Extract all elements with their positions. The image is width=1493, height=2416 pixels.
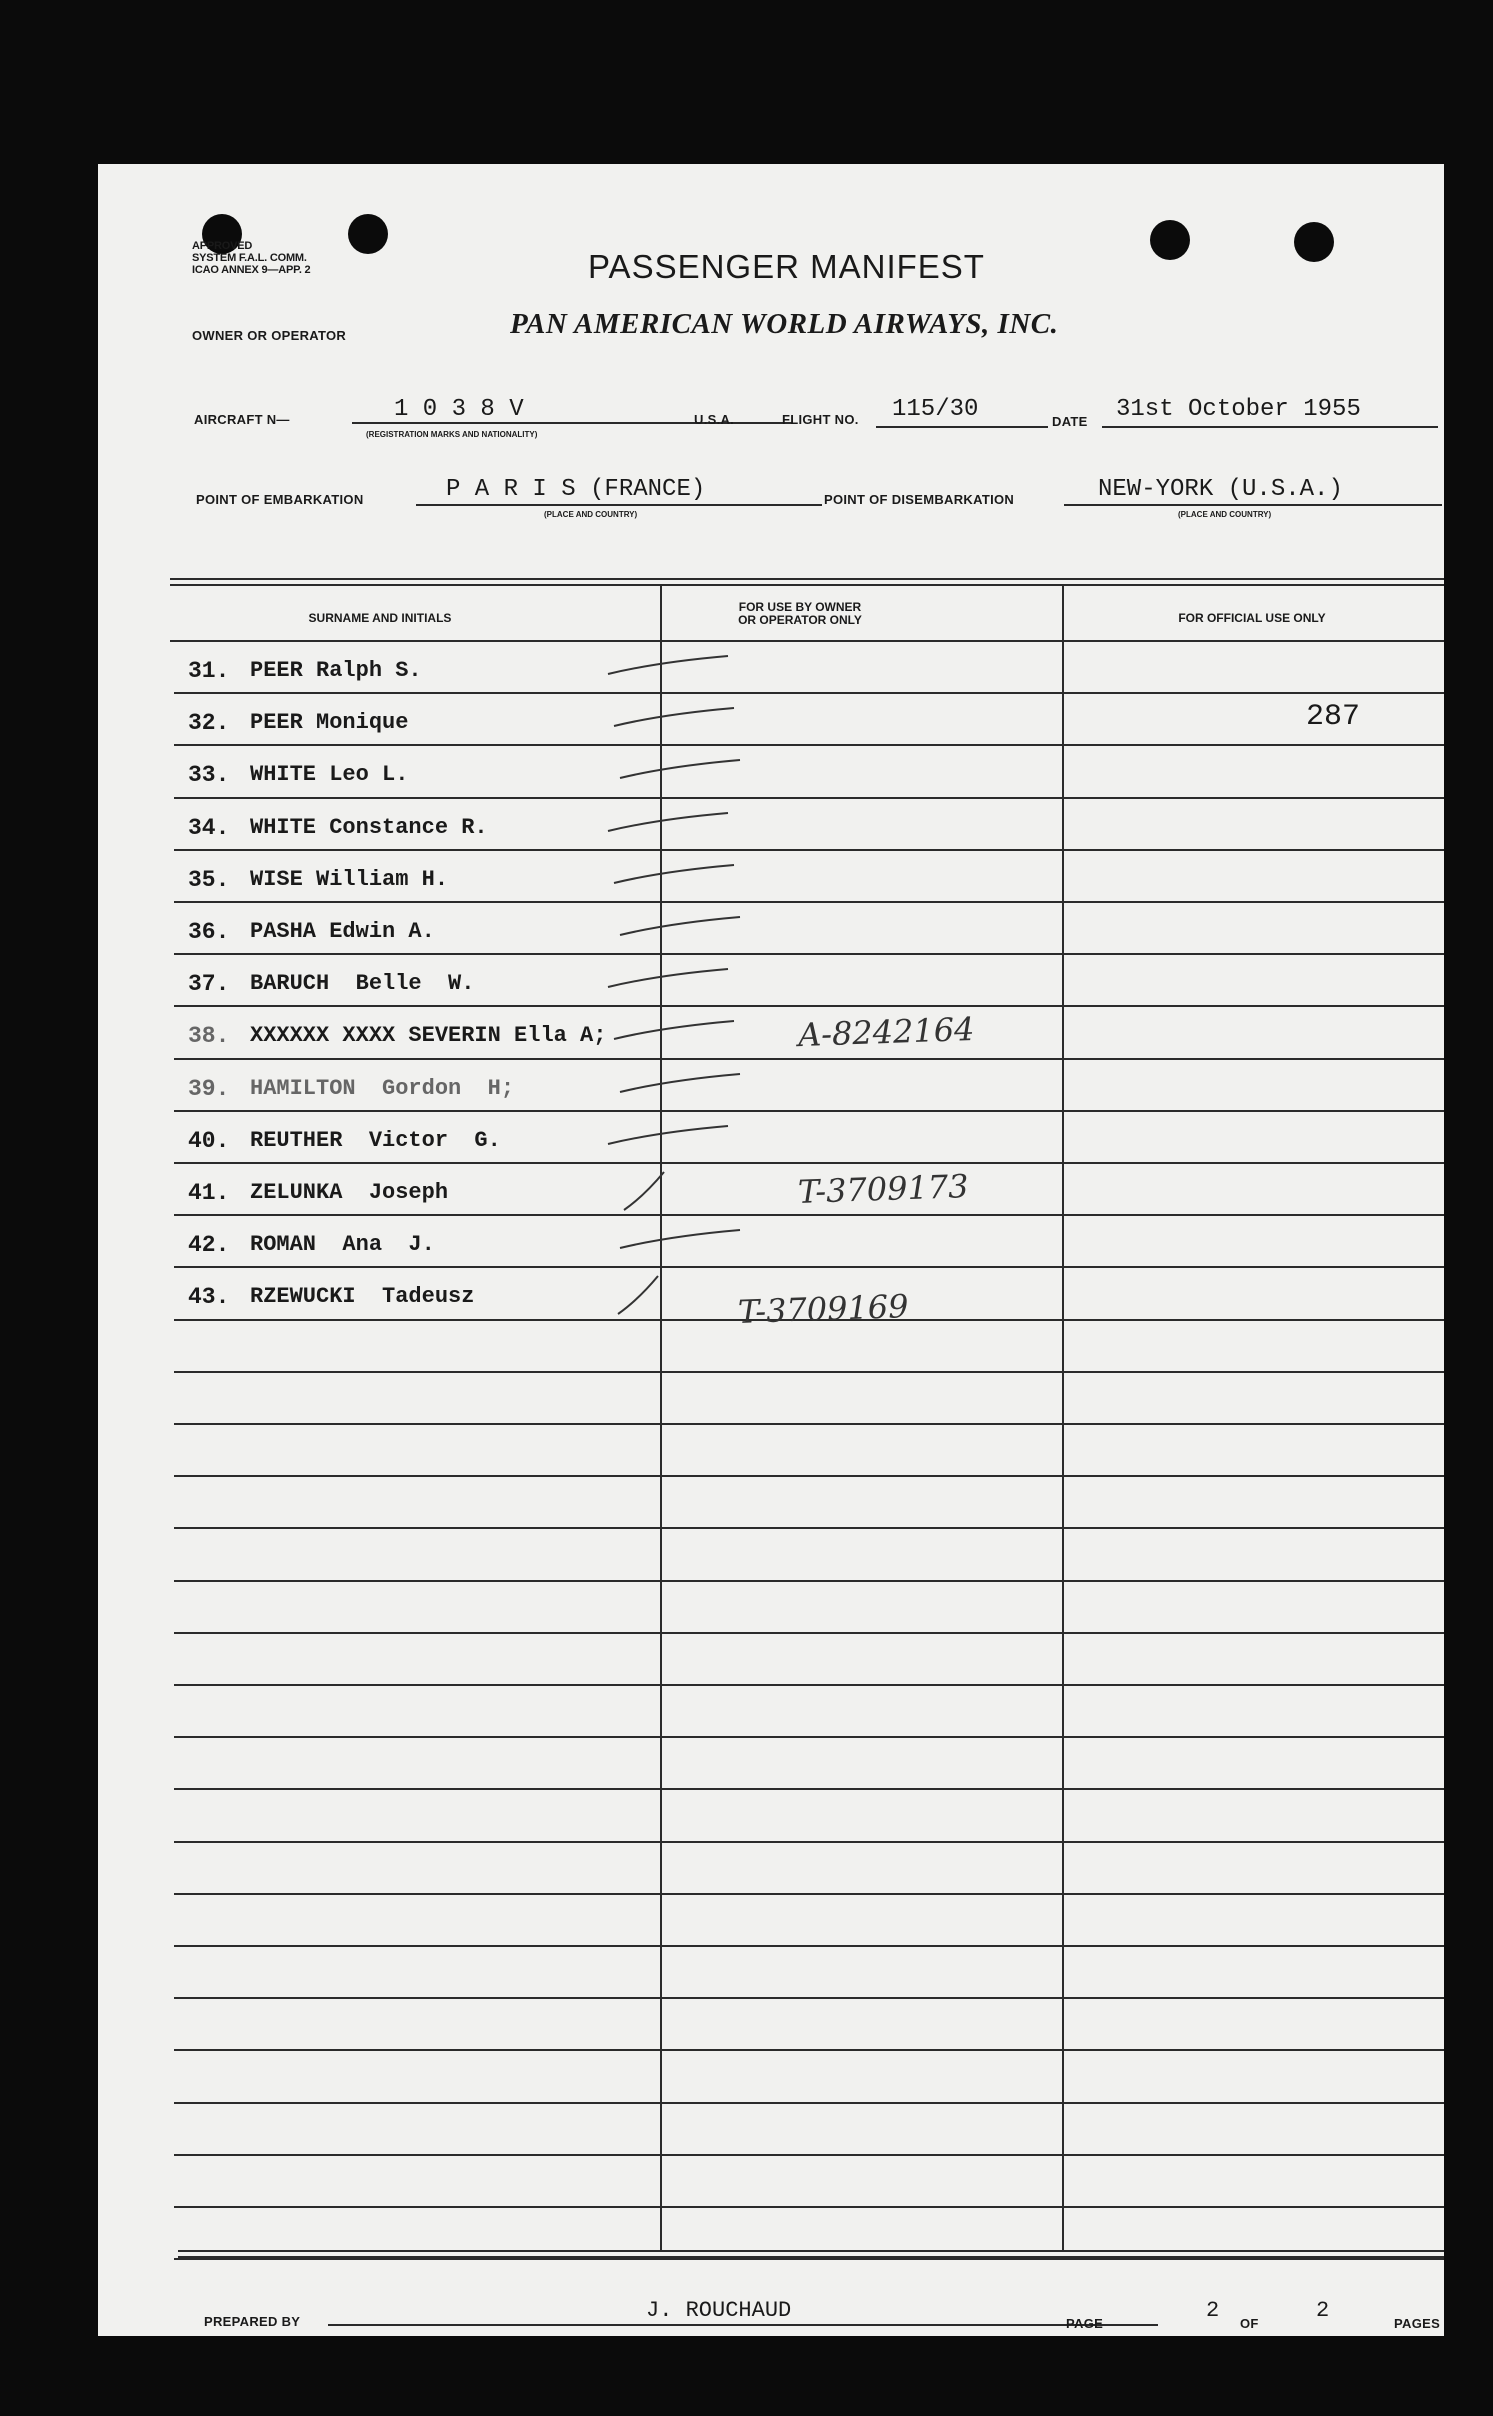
row-rule xyxy=(174,1005,1444,1007)
passenger-name: WISE William H. xyxy=(250,866,449,892)
column-divider xyxy=(1062,584,1064,2250)
country-label: U.S.A. xyxy=(694,412,735,427)
passenger-number: 41. xyxy=(188,1180,230,1206)
passenger-number: 42. xyxy=(188,1232,230,1259)
passenger-name: PASHA Edwin A. xyxy=(250,919,435,944)
column-header-surname: SURNAME AND INITIALS xyxy=(308,611,452,625)
check-mark-icon xyxy=(610,1218,750,1268)
punch-hole xyxy=(1294,222,1334,262)
passenger-number: 36. xyxy=(188,919,230,945)
passenger-number: 34. xyxy=(188,814,230,841)
row-rule xyxy=(174,2258,1444,2260)
document-number-note: T-3709173 xyxy=(797,1167,970,1211)
document-number-note: A-8242164 xyxy=(797,1010,976,1055)
row-rule xyxy=(174,1423,1444,1425)
row-rule xyxy=(174,1475,1444,1477)
aircraft-note: (REGISTRATION MARKS AND NATIONALITY) xyxy=(366,430,538,439)
passenger-number: 39. xyxy=(188,1075,230,1102)
flight-value: 115/30 xyxy=(892,396,979,423)
page-label: PAGE xyxy=(1066,2316,1104,2331)
check-mark-icon xyxy=(604,696,744,746)
row-rule xyxy=(174,953,1444,955)
row-rule xyxy=(174,1841,1444,1843)
row-rule xyxy=(174,1162,1444,1164)
column-header-operator: FOR USE BY OWNER OR OPERATOR ONLY xyxy=(738,600,862,627)
passenger-name: PEER Ralph S. xyxy=(250,658,422,683)
pages-label: PAGES xyxy=(1394,2316,1441,2331)
total-pages: 2 xyxy=(1316,2298,1330,2323)
passenger-number: 32. xyxy=(188,710,230,737)
date-label: DATE xyxy=(1052,414,1088,429)
row-rule xyxy=(174,2049,1444,2051)
passenger-name: HAMILTON Gordon H; xyxy=(250,1075,515,1101)
punch-hole xyxy=(348,214,388,254)
date-underline xyxy=(1102,426,1438,428)
check-mark-icon xyxy=(598,644,738,694)
passenger-number: 31. xyxy=(188,658,230,684)
table-bottom-rule xyxy=(178,2250,1444,2252)
passenger-name: PEER Monique xyxy=(250,710,409,736)
prepared-underline xyxy=(328,2324,1158,2326)
row-rule xyxy=(174,692,1444,694)
prepared-label: PREPARED BY xyxy=(204,2314,301,2329)
check-mark-icon xyxy=(604,853,744,903)
row-rule xyxy=(174,2154,1444,2156)
row-rule xyxy=(174,1266,1444,1268)
row-rule xyxy=(174,1371,1444,1373)
passenger-number: 33. xyxy=(188,762,230,789)
table-top-rule xyxy=(170,584,1444,586)
passenger-name: BARUCH Belle W. xyxy=(250,971,475,997)
disembark-underline xyxy=(1064,504,1442,506)
row-rule xyxy=(174,901,1444,903)
row-rule xyxy=(174,1736,1444,1738)
row-rule xyxy=(174,849,1444,851)
row-rule xyxy=(174,1527,1444,1529)
table-header-rule xyxy=(170,640,1444,642)
embark-note: (PLACE AND COUNTRY) xyxy=(544,510,638,519)
check-mark-icon xyxy=(598,801,738,851)
owner-label: OWNER OR OPERATOR xyxy=(192,328,347,343)
prepared-by: J. ROUCHAUD xyxy=(646,2298,792,2323)
passenger-number: 38. xyxy=(188,1023,230,1050)
approval-note: APPROVED SYSTEM F.A.L. COMM. ICAO ANNEX 9—APP. 2 xyxy=(192,240,311,276)
row-rule xyxy=(174,1632,1444,1634)
punch-hole xyxy=(1150,220,1190,260)
row-rule xyxy=(174,2102,1444,2104)
embark-value: P A R I S (FRANCE) xyxy=(446,476,706,503)
passenger-number: 40. xyxy=(188,1127,230,1154)
page-number: 2 xyxy=(1206,2298,1220,2323)
passenger-name: ROMAN Ana J. xyxy=(250,1232,435,1258)
official-number: 287 xyxy=(1306,700,1361,734)
row-rule xyxy=(174,1580,1444,1582)
passenger-name: WHITE Leo L. xyxy=(250,762,409,788)
flight-label: FLIGHT NO. xyxy=(782,412,859,427)
disembark-value: NEW-YORK (U.S.A.) xyxy=(1098,476,1343,503)
flight-underline xyxy=(876,426,1048,428)
passenger-name: REUTHER Victor G. xyxy=(250,1127,501,1153)
row-rule xyxy=(174,1997,1444,1999)
passenger-number: 43. xyxy=(188,1284,230,1311)
disembark-label: POINT OF DISEMBARKATION xyxy=(824,492,1015,507)
table-bottom-rule xyxy=(178,2256,1444,2258)
row-rule xyxy=(174,1214,1444,1216)
row-rule xyxy=(174,1684,1444,1686)
manifest-sheet xyxy=(98,164,1444,2336)
date-value: 31st October 1955 xyxy=(1116,396,1361,423)
passenger-name: XXXXXX XXXX SEVERIN Ella A; xyxy=(250,1023,607,1049)
column-header-official: FOR OFFICIAL USE ONLY xyxy=(1178,611,1326,625)
check-mark-icon xyxy=(598,957,738,1007)
check-mark-icon xyxy=(610,905,750,955)
passenger-number: 37. xyxy=(188,971,230,998)
passenger-number: 35. xyxy=(188,866,230,893)
row-rule xyxy=(174,2206,1444,2208)
aircraft-value: 1 0 3 8 V xyxy=(394,396,524,423)
passenger-name: RZEWUCKI Tadeusz xyxy=(250,1284,475,1310)
disembark-note: (PLACE AND COUNTRY) xyxy=(1178,510,1272,519)
row-rule xyxy=(174,1110,1444,1112)
of-label: OF xyxy=(1240,2316,1259,2331)
table-top-rule xyxy=(170,578,1444,580)
page-title: PASSENGER MANIFEST xyxy=(588,248,985,285)
aircraft-label: AIRCRAFT N— xyxy=(194,412,290,427)
check-mark-icon xyxy=(604,1166,744,1216)
operator-name: PAN AMERICAN WORLD AIRWAYS, INC. xyxy=(510,308,1059,340)
check-mark-icon xyxy=(598,1270,738,1320)
row-rule xyxy=(174,1058,1444,1060)
row-rule xyxy=(174,1945,1444,1947)
check-mark-icon xyxy=(610,1062,750,1112)
document-number-note: T-3709169 xyxy=(737,1287,910,1332)
check-mark-icon xyxy=(610,748,750,798)
row-rule xyxy=(174,797,1444,799)
passenger-name: WHITE Constance R. xyxy=(250,814,488,840)
row-rule xyxy=(174,1893,1444,1895)
check-mark-icon xyxy=(604,1009,744,1059)
check-mark-icon xyxy=(598,1114,738,1164)
embark-label: POINT OF EMBARKATION xyxy=(196,492,364,507)
passenger-name: ZELUNKA Joseph xyxy=(250,1180,449,1205)
row-rule xyxy=(174,1788,1444,1790)
row-rule xyxy=(174,744,1444,746)
embark-underline xyxy=(416,504,822,506)
